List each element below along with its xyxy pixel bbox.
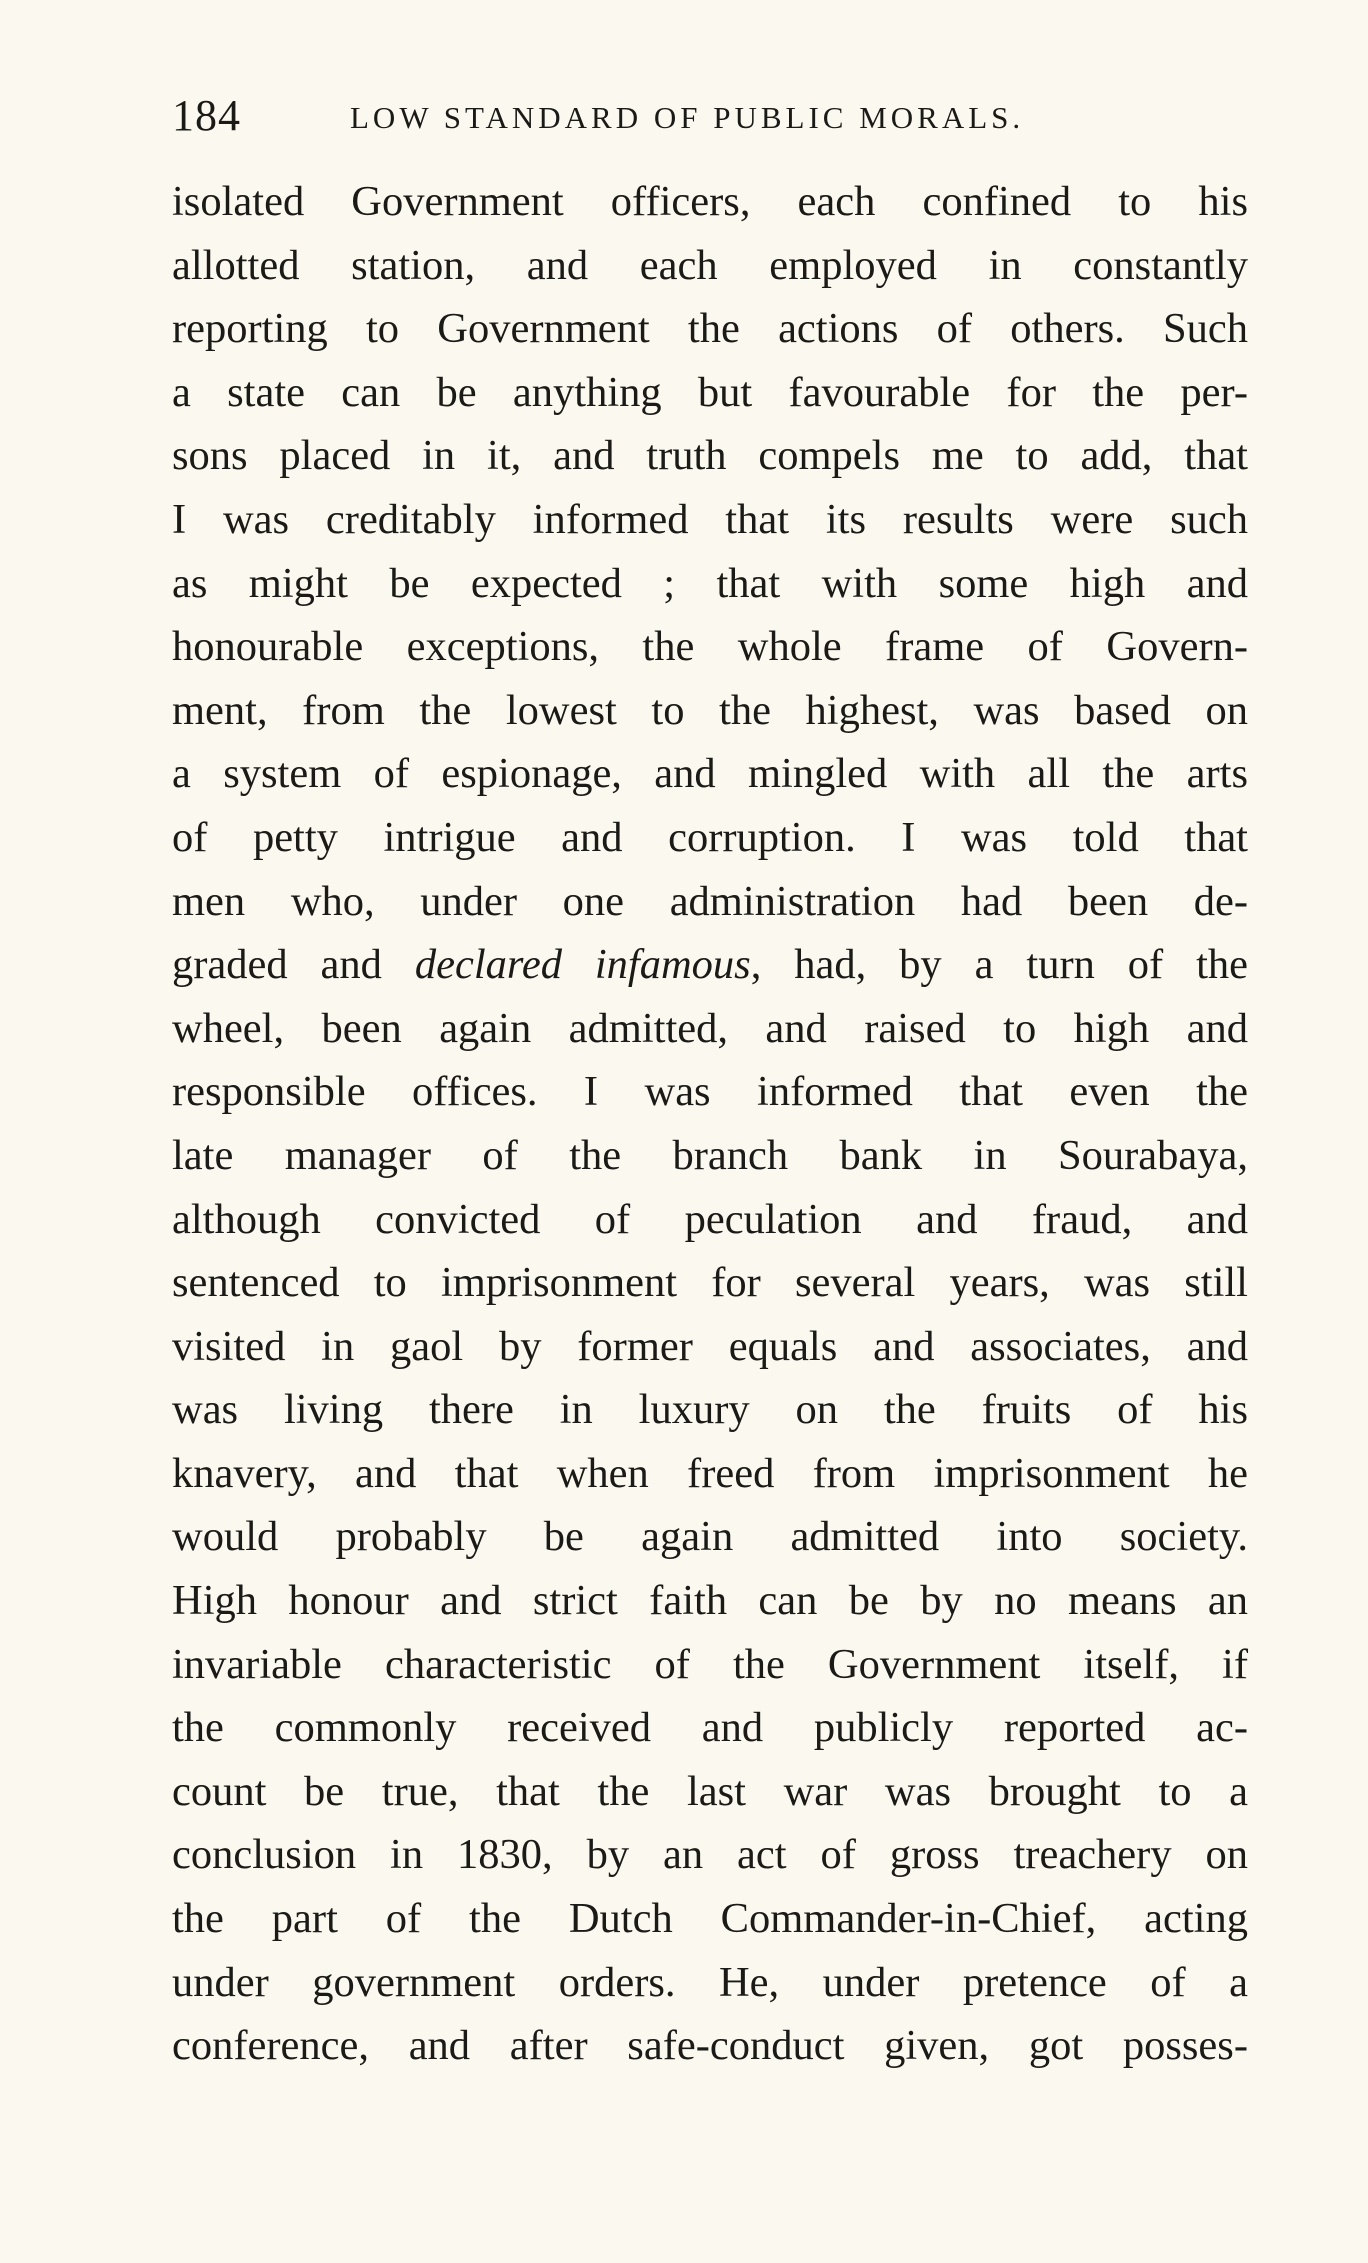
text-segment: responsible offices. I was informed that even the — [172, 1068, 1248, 1116]
text-segment: isolated Government officers, each confined to his — [172, 178, 1248, 225]
text-segment: wheel, been again admitted, and raised to high and — [172, 1004, 1248, 1052]
text-line — [172, 1188, 1248, 1252]
text-line — [172, 679, 1248, 743]
body-text — [172, 170, 1248, 2078]
text-line — [172, 1633, 1248, 1697]
text-segment: sons placed in it, and truth compels me to add, that — [172, 432, 1248, 480]
text-line — [172, 1315, 1248, 1379]
text-segment: reporting to Government the actions of others. Such — [172, 305, 1248, 353]
text-segment: allotted station, and each employed in constantly — [172, 241, 1248, 289]
text-line — [172, 1060, 1248, 1124]
text-line — [172, 870, 1248, 934]
text-line — [172, 1823, 1248, 1887]
text-line — [172, 1505, 1248, 1569]
text-line — [172, 361, 1248, 425]
text-line — [172, 1569, 1248, 1633]
text-segment: the part of the Dutch Commander-in-Chief, acting — [172, 1895, 1248, 1943]
text-line — [172, 806, 1248, 870]
text-line — [172, 1378, 1248, 1442]
text-segment: would probably be again admitted into society. — [172, 1513, 1248, 1561]
text-line — [172, 488, 1248, 552]
text-line — [172, 297, 1248, 361]
text-segment: I was creditably informed that its results were such — [172, 495, 1248, 543]
text-line — [172, 1124, 1248, 1188]
text-line — [172, 1887, 1248, 1951]
text-segment: a state can be anything but favourable for the per- — [172, 368, 1248, 416]
text-segment: High honour and strict faith can be by no means an — [172, 1577, 1248, 1625]
text-segment: a system of espionage, and mingled with all the arts — [172, 750, 1248, 798]
text-segment: late manager of the branch bank in Sourabaya, — [172, 1131, 1248, 1179]
text-line — [172, 1696, 1248, 1760]
text-line — [172, 234, 1248, 298]
text-segment: sentenced to imprisonment for several years, was still — [172, 1259, 1248, 1307]
page-number: 184 — [172, 91, 241, 140]
text-line — [172, 997, 1248, 1061]
text-segment: visited in gaol by former equals and associates, and — [172, 1322, 1248, 1370]
text-segment: count be true, that the last war was brought to a — [172, 1767, 1248, 1815]
text-segment: was living there in luxury on the fruits of his — [172, 1386, 1248, 1434]
text-segment: the commonly received and publicly reported ac- — [172, 1704, 1248, 1752]
text-segment: graded and — [172, 941, 415, 989]
text-segment: honourable exceptions, the whole frame of Govern- — [172, 623, 1248, 671]
text-segment: under government orders. He, under pretence of a — [172, 1958, 1248, 2006]
text-line — [172, 1951, 1248, 2015]
text-segment: knavery, and that when freed from imprisonment he — [172, 1449, 1248, 1497]
text-line — [172, 424, 1248, 488]
italic-phrase: declared infamous — [414, 941, 751, 989]
text-line — [172, 1760, 1248, 1824]
text-line — [172, 170, 1248, 234]
text-line — [172, 2014, 1248, 2078]
text-segment: ment, from the lowest to the highest, was based on — [172, 686, 1248, 734]
page-header — [172, 86, 1252, 146]
text-segment: conclusion in 1830, by an act of gross treachery on — [172, 1831, 1248, 1879]
text-segment: , had, by a turn of the — [750, 941, 1249, 989]
text-segment: men who, under one administration had been de- — [172, 877, 1248, 925]
text-segment: as might be expected ; that with some high and — [172, 559, 1248, 607]
text-segment: invariable characteristic of the Government itself, if — [172, 1640, 1248, 1688]
text-line — [172, 742, 1248, 806]
text-line — [172, 1442, 1248, 1506]
text-line — [172, 615, 1248, 679]
text-segment: of petty intrigue and corruption. I was told that — [172, 813, 1248, 861]
text-segment: although convicted of peculation and fraud, and — [172, 1195, 1248, 1243]
running-head: LOW STANDARD OF PUBLIC MORALS. — [350, 100, 1025, 135]
text-line — [172, 552, 1248, 616]
text-line — [172, 1251, 1248, 1315]
text-line — [172, 933, 1248, 997]
text-segment: conference, and after safe-conduct given, got posses- — [172, 2022, 1248, 2070]
